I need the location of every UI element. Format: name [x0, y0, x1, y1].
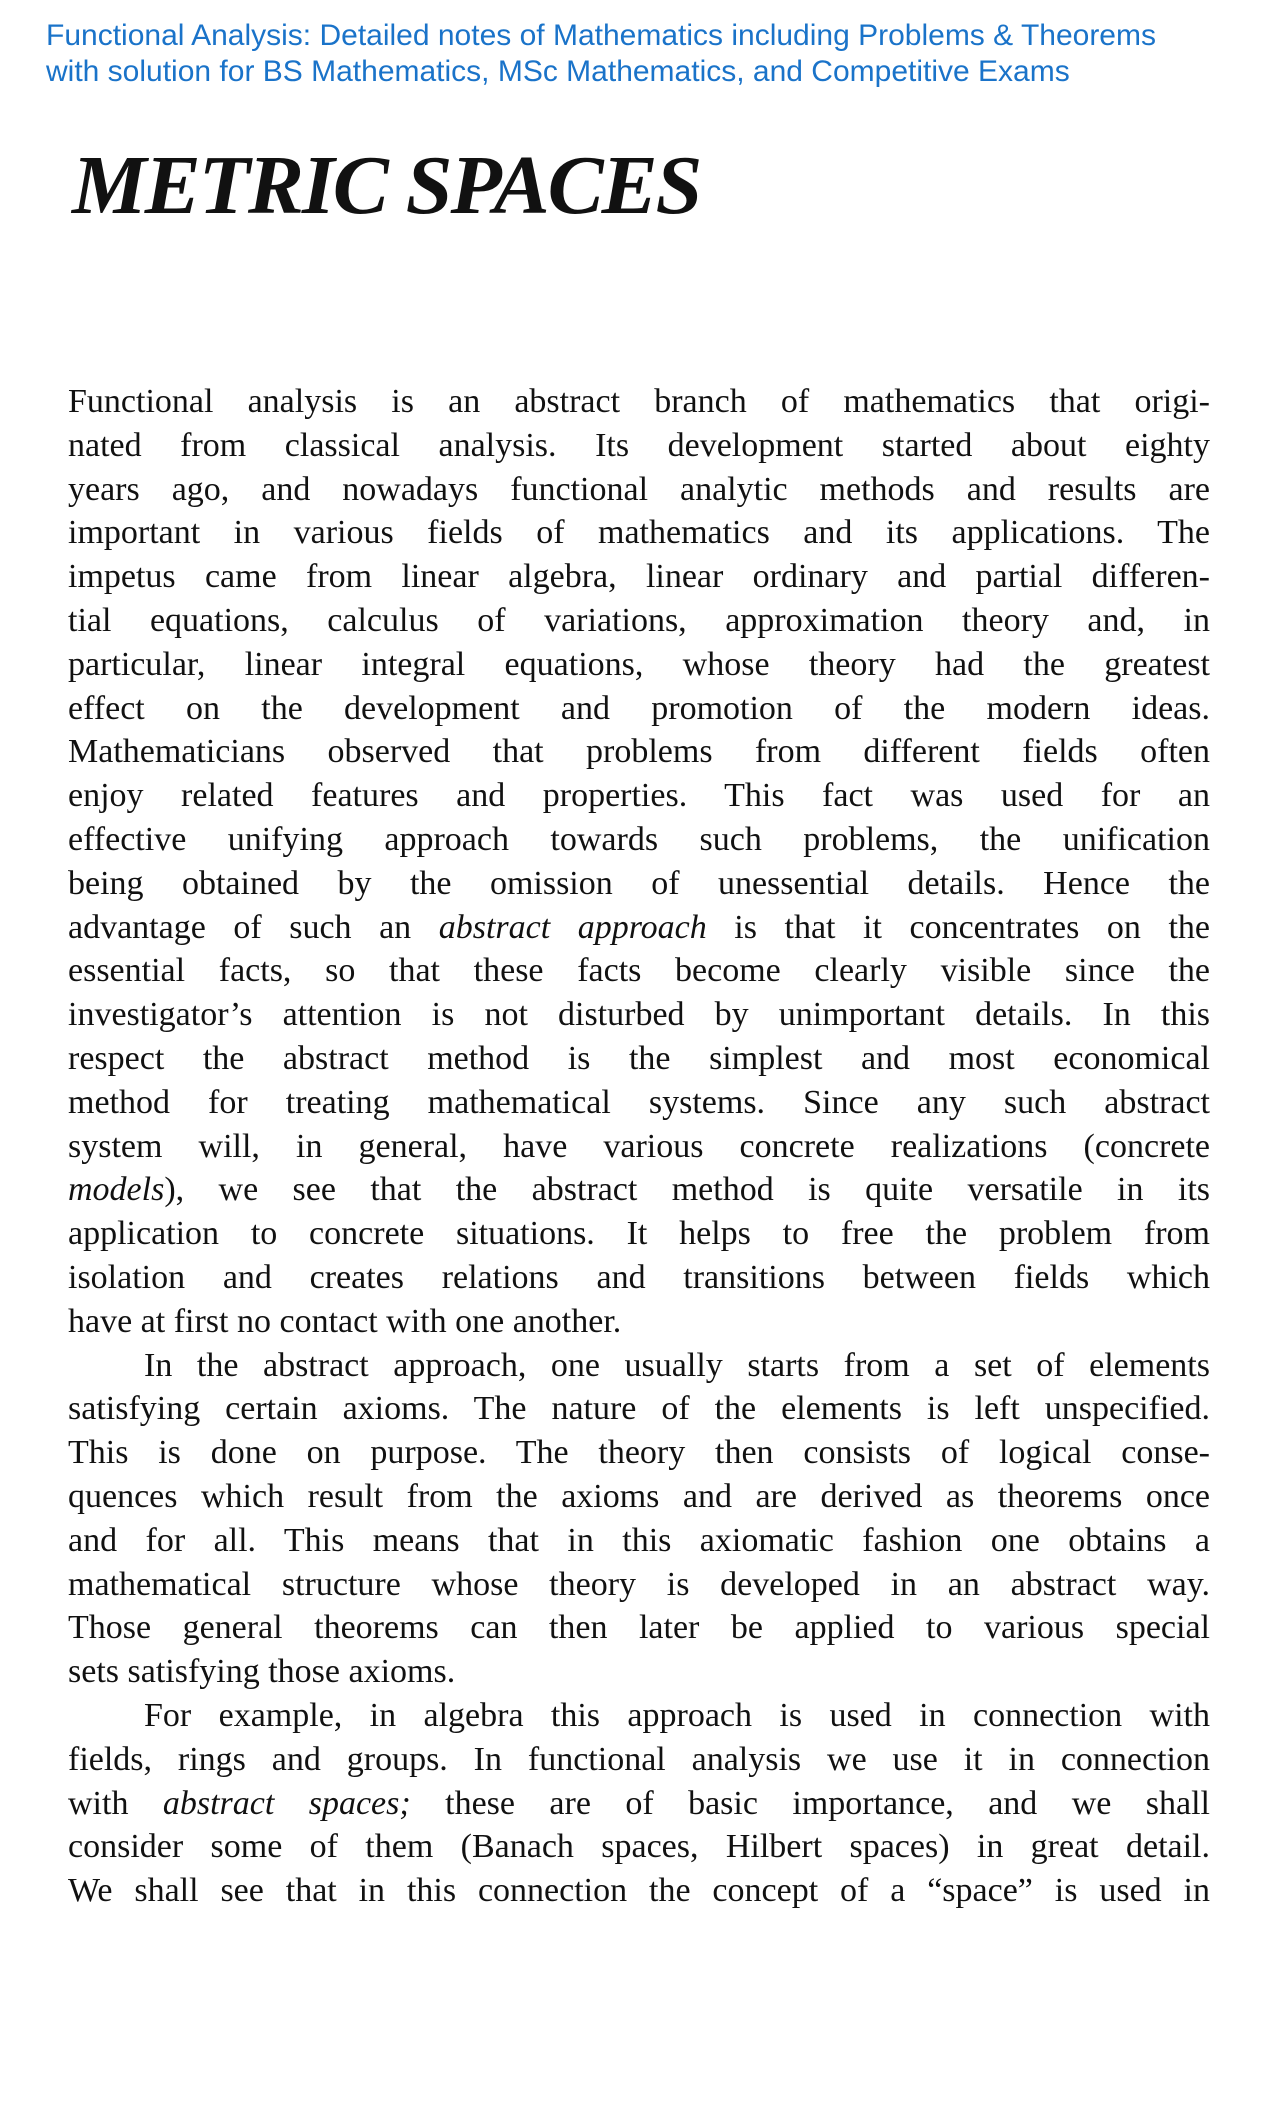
text-segment: particular, linear integral equations, whose theory had the greatest: [68, 645, 1210, 683]
text-line: [68, 1256, 1210, 1300]
paragraph: [68, 380, 1210, 1344]
text-segment: system will, in general, have various concrete realizations (concrete: [68, 1127, 1210, 1165]
text-line: [68, 862, 1210, 906]
text-line: [68, 424, 1210, 468]
text-line: [68, 1475, 1210, 1519]
text-line: [68, 468, 1210, 512]
text-line: [68, 1519, 1210, 1563]
text-segment: advantage of such an: [68, 908, 439, 946]
text-segment: respect the abstract method is the simplest and most economical: [68, 1039, 1210, 1077]
text-segment: This is done on purpose. The theory then consists of logical conse-: [68, 1434, 1210, 1472]
text-segment: investigator’s attention is not disturbed by unimportant details. In this: [68, 996, 1210, 1034]
text-segment: impetus came from linear algebra, linear ordinary and partial differen-: [68, 558, 1210, 596]
paragraph: [68, 1694, 1210, 1913]
text-segment: quences which result from the axioms and are derived as theorems once: [68, 1477, 1210, 1515]
text-segment: Those general theorems can then later be applied to various special: [68, 1609, 1210, 1647]
text-line: [68, 643, 1210, 687]
text-line: [68, 730, 1210, 774]
text-line: [68, 818, 1210, 862]
text-segment: with: [68, 1784, 163, 1822]
document-header: [46, 18, 1246, 90]
header-line-1: Functional Analysis: Detailed notes of Mathematics including Problems & Theorems: [46, 19, 1156, 52]
text-line: [68, 1168, 1210, 1212]
text-line: [68, 993, 1210, 1037]
text-line: [68, 687, 1210, 731]
text-segment: ), we see that the abstract method is quite versatile in its: [164, 1171, 1210, 1209]
text-line: [68, 1738, 1210, 1782]
text-line: [68, 1387, 1210, 1431]
emphasis-text: abstract spaces;: [162, 1784, 411, 1822]
text-segment: being obtained by the omission of unessential details. Hence the: [68, 864, 1210, 902]
text-segment: application to concrete situations. It helps to free the problem from: [68, 1215, 1210, 1253]
text-segment: We shall see that in this connection the concept of a “space” is used in: [68, 1872, 1210, 1910]
text-line: [68, 1037, 1210, 1081]
body-text: [68, 380, 1210, 1913]
text-line: [68, 1212, 1210, 1256]
text-line: [68, 949, 1210, 993]
text-segment: fields, rings and groups. In functional analysis we use it in connection: [68, 1740, 1210, 1778]
text-line: [68, 1825, 1210, 1869]
text-segment: and for all. This means that in this axiomatic fashion one obtains a: [68, 1521, 1210, 1559]
text-segment: isolation and creates relations and transitions between fields which: [68, 1258, 1210, 1296]
chapter-title: METRIC SPACES: [72, 139, 701, 232]
text-segment: method for treating mathematical systems. Since any such abstract: [68, 1083, 1210, 1121]
text-line: [68, 1606, 1210, 1650]
text-segment: have at first no contact with one another.: [68, 1302, 622, 1340]
text-line: [68, 1563, 1210, 1607]
paragraph: [68, 1344, 1210, 1694]
text-segment: these are of basic importance, and we shall: [410, 1784, 1210, 1822]
emphasis-text: models: [68, 1171, 165, 1209]
text-segment: important in various fields of mathematics and its applications. The: [68, 514, 1210, 552]
header-line-2: with solution for BS Mathematics, MSc Mathematics, and Competitive Exams: [46, 55, 1070, 88]
text-line: [68, 555, 1210, 599]
text-segment: Mathematicians observed that problems from different fields often: [68, 733, 1210, 771]
text-line: [68, 1081, 1210, 1125]
text-line: [68, 1650, 1210, 1694]
text-segment: effective unifying approach towards such problems, the unification: [68, 820, 1210, 858]
text-line: [68, 1344, 1210, 1388]
text-segment: sets satisfying those axioms.: [68, 1653, 456, 1691]
text-line: [68, 511, 1210, 555]
text-segment: years ago, and nowadays functional analytic methods and results are: [68, 470, 1210, 508]
text-line: [68, 774, 1210, 818]
text-line: [68, 380, 1210, 424]
text-segment: satisfying certain axioms. The nature of the elements is left unspecified.: [68, 1390, 1210, 1428]
text-line: [68, 1782, 1210, 1826]
text-line: [68, 1431, 1210, 1475]
text-segment: tial equations, calculus of variations, approximation theory and, in: [68, 601, 1210, 639]
text-segment: essential facts, so that these facts become clearly visible since the: [68, 952, 1210, 990]
text-line: [68, 1300, 1210, 1344]
text-line: [68, 1125, 1210, 1169]
text-line: [68, 906, 1210, 950]
text-line: [68, 1869, 1210, 1913]
text-segment: enjoy related features and properties. This fact was used for an: [68, 777, 1210, 815]
emphasis-text: abstract approach: [438, 908, 707, 946]
text-line: [68, 1694, 1210, 1738]
text-segment: In the abstract approach, one usually starts from a set of elements: [144, 1346, 1210, 1384]
text-segment: is that it concentrates on the: [706, 908, 1210, 946]
text-segment: mathematical structure whose theory is developed in an abstract way.: [68, 1565, 1210, 1603]
text-segment: consider some of them (Banach spaces, Hilbert spaces) in great detail.: [68, 1828, 1210, 1866]
text-segment: For example, in algebra this approach is used in connection with: [144, 1696, 1210, 1734]
text-segment: nated from classical analysis. Its development started about eighty: [68, 426, 1210, 464]
text-line: [68, 599, 1210, 643]
text-segment: effect on the development and promotion of the modern ideas.: [68, 689, 1210, 727]
text-segment: Functional analysis is an abstract branch of mathematics that origi-: [68, 383, 1210, 420]
